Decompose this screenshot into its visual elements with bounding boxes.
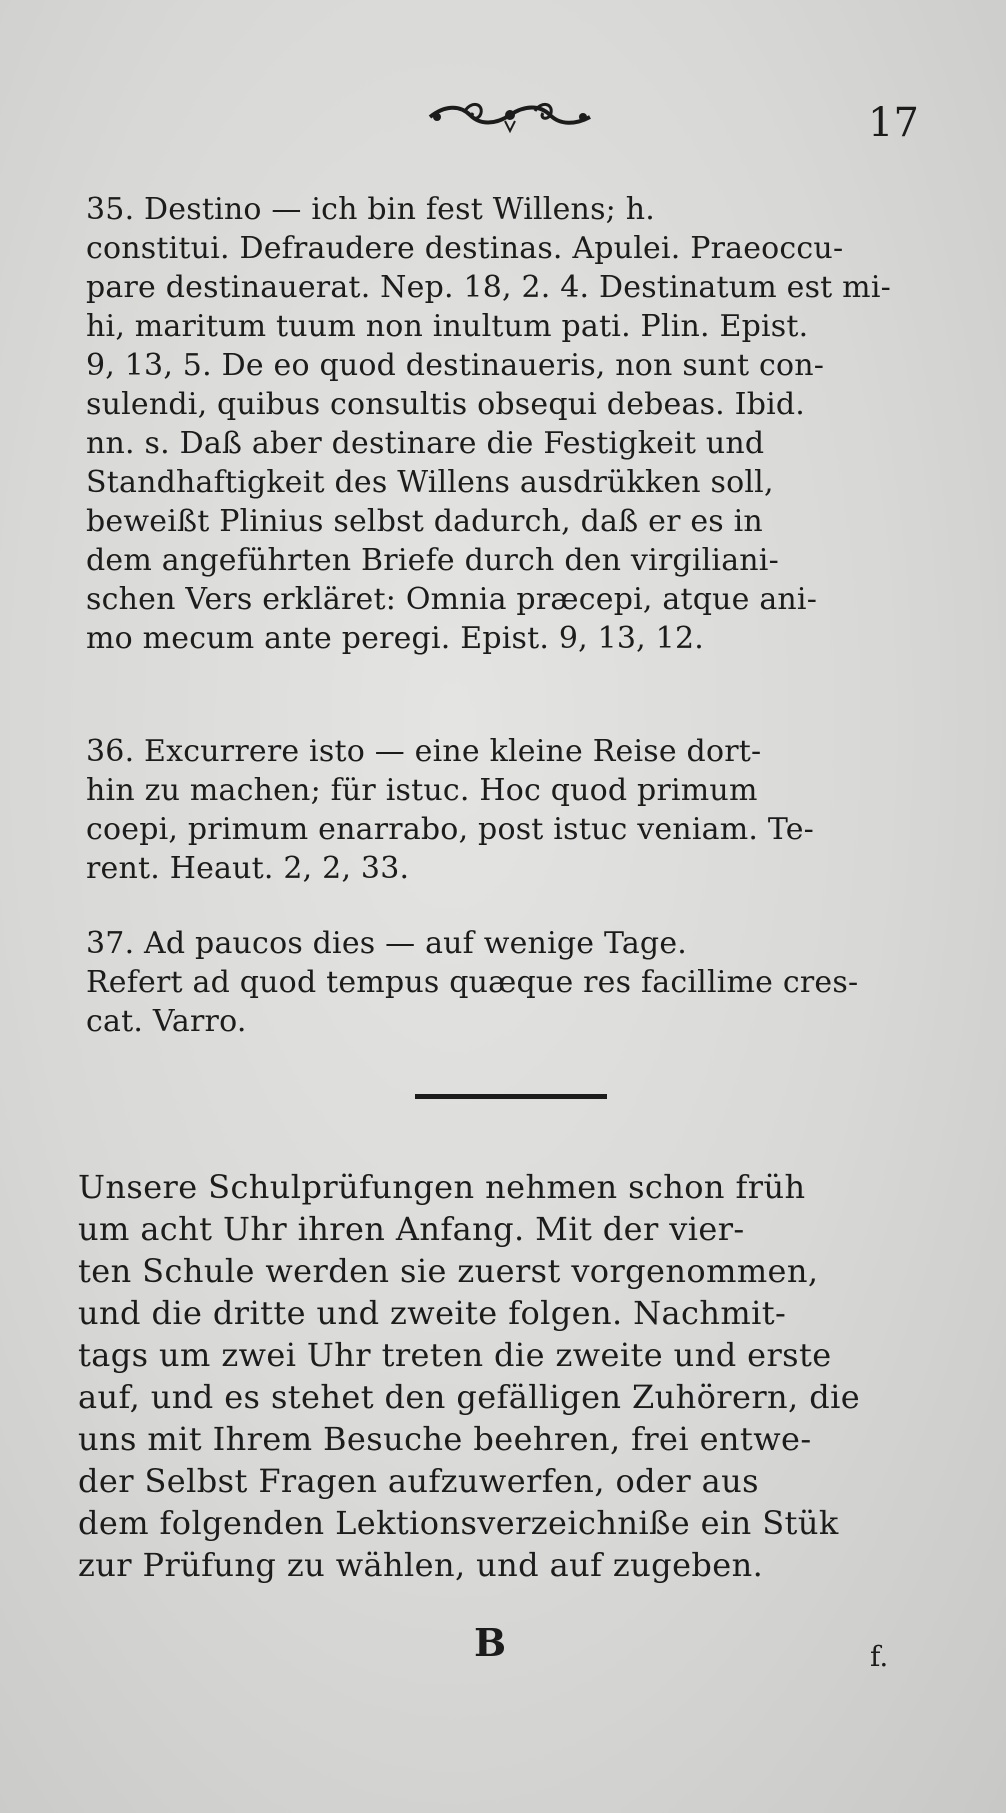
text-line: 35. Destino — ich bin fest Willens; h. <box>86 192 655 227</box>
text-line: constitui. Defraudere destinas. Apulei. Praeoccu- <box>86 231 844 266</box>
text-line: zur Prüfung zu wählen, und auf zugeben. <box>78 1546 764 1584</box>
text-line: Unsere Schulprüfungen nehmen schon früh <box>78 1168 806 1206</box>
text-line: hi, maritum tuum non inultum pati. Plin. Epist. <box>86 309 809 344</box>
text-line: schen Vers erkläret: Omnia præcepi, atque ani- <box>86 582 818 617</box>
text-line: ten Schule werden sie zuerst vorgenommen, <box>78 1252 819 1290</box>
text-line: uns mit Ihrem Besuche beehren, frei entwe- <box>78 1420 812 1458</box>
text-line: auf, und es stehet den gefälligen Zuhörern, die <box>78 1378 861 1416</box>
text-line: tags um zwei Uhr treten die zweite und erste <box>78 1336 832 1374</box>
text-line: nn. s. Daß aber destinare die Festigkeit und <box>86 426 765 461</box>
text-line: dem folgenden Lektionsverzeichniße ein Stük <box>78 1504 839 1542</box>
signature-mark: B <box>474 1620 507 1665</box>
text-line: 36. Excurrere isto — eine kleine Reise dort- <box>86 734 762 769</box>
body-paragraph <box>78 1166 918 1586</box>
page-number: 17 <box>868 100 919 146</box>
footnote-35 <box>86 190 916 658</box>
footnote-37 <box>86 924 916 1041</box>
text-line: hin zu machen; für istuc. Hoc quod primum <box>86 773 758 808</box>
decorative-ornament <box>425 97 595 137</box>
text-line: rent. Heaut. 2, 2, 33. <box>86 851 410 886</box>
text-line: sulendi, quibus consultis obsequi debeas. Ibid. <box>86 387 806 422</box>
text-line: beweißt Plinius selbst dadurch, daß er es in <box>86 504 763 539</box>
section-divider <box>415 1094 607 1099</box>
catchword: f. <box>870 1640 889 1673</box>
footnote-36 <box>86 732 916 888</box>
text-line: Refert ad quod tempus quæque res facillime cres- <box>86 965 859 1000</box>
text-line: pare destinauerat. Nep. 18, 2. 4. Destinatum est mi- <box>86 270 891 305</box>
text-line: coepi, primum enarrabo, post istuc veniam. Te- <box>86 812 814 847</box>
text-line: Standhaftigkeit des Willens ausdrükken soll, <box>86 465 774 500</box>
text-line: um acht Uhr ihren Anfang. Mit der vier- <box>78 1210 745 1248</box>
text-line: mo mecum ante peregi. Epist. 9, 13, 12. <box>86 621 704 656</box>
text-line: 37. Ad paucos dies — auf wenige Tage. <box>86 926 688 961</box>
text-line: 9, 13, 5. De eo quod destinaueris, non sunt con- <box>86 348 825 383</box>
text-line: dem angeführten Briefe durch den virgiliani- <box>86 543 779 578</box>
text-line: der Selbst Fragen aufzuwerfen, oder aus <box>78 1462 759 1500</box>
text-line: cat. Varro. <box>86 1004 247 1039</box>
text-line: und die dritte und zweite folgen. Nachmit- <box>78 1294 787 1332</box>
